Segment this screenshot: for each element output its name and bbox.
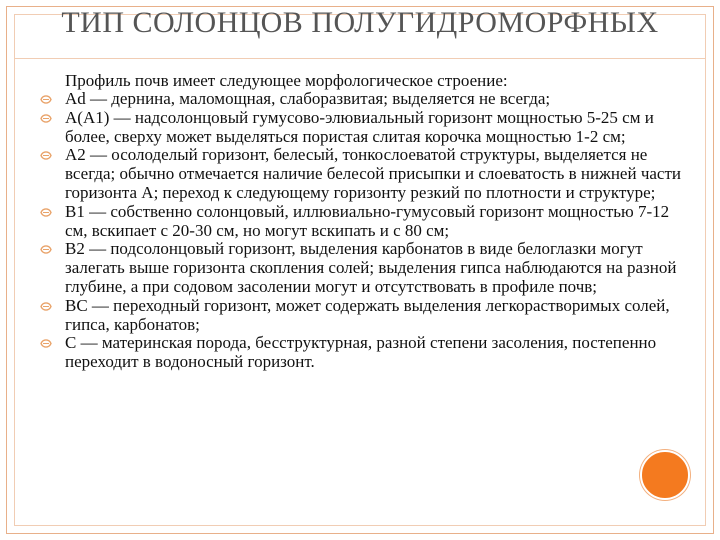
leaf-bullet-icon xyxy=(40,113,52,124)
list-item-text: A(A1) — надсолонцовый гумусово-элювиальный горизонт мощностью 5-25 см и более, сверху может выделяться пористая слитая корочка мощностью 1-2 см; xyxy=(65,107,654,146)
list-item xyxy=(0,203,720,241)
list-item xyxy=(0,297,720,335)
list-item-text: C — материнская порода, бесструктурная, разной степени засоления, постепенно переходит в водоносный горизонт. xyxy=(65,333,657,372)
intro-text: Профиль почв имеет следующее морфологическое строение: xyxy=(65,71,508,90)
list-item xyxy=(0,90,720,109)
title-divider xyxy=(14,58,706,59)
list-item-text: BC — переходный горизонт, может содержать выделения легкорастворимых солей, гипса, карбонатов; xyxy=(65,295,670,334)
leaf-bullet-icon xyxy=(40,338,52,349)
horizon-list xyxy=(0,90,720,372)
list-item-text: A2 — осолоделый горизонт, белесый, тонкослоеватой структуры, выделяется не всегда; обычно отмечается наличие белесой присыпки и слоеватость в нижней части горизонта А; переход к следующему горизонту резкий по плотности и структуре; xyxy=(65,145,681,202)
leaf-bullet-icon xyxy=(40,207,52,218)
list-item-text: B2 — подсолонцовый горизонт, выделения карбонатов в виде белоглазки могут залегать выше горизонта скопления солей; выделения гипса наблюдаются на разной глубине, а при содовом засолении могут и отсутствовать в профиле почв; xyxy=(65,239,677,296)
orange-circle-icon xyxy=(640,450,690,500)
leaf-bullet-icon xyxy=(40,244,52,255)
list-item xyxy=(0,240,720,296)
list-item xyxy=(0,146,720,202)
list-item-text: B1 — собственно солонцовый, иллювиально-гумусовый горизонт мощностью 7-12 см, вскипает с 20-30 см, но могут вскипать и с 80 см; xyxy=(65,201,670,240)
slide-title: ТИП СОЛОНЦОВ ПОЛУГИДРОМОРФНЫХ xyxy=(61,6,659,39)
list-item xyxy=(0,334,720,372)
leaf-bullet-icon xyxy=(40,301,52,312)
list-item-text: Ad — дернина, маломощная, слаборазвитая; выделяется не всегда; xyxy=(65,89,551,108)
list-item xyxy=(0,109,720,147)
leaf-bullet-icon xyxy=(40,94,52,105)
leaf-bullet-icon xyxy=(40,150,52,161)
